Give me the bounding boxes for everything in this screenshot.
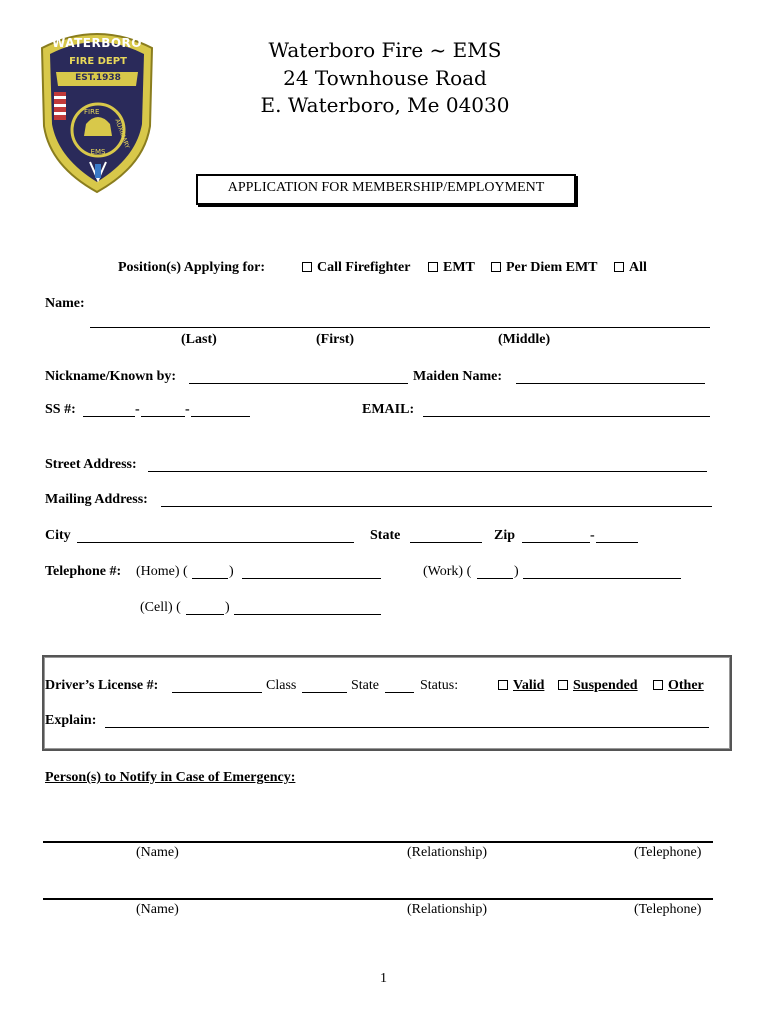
emergency-2-relationship-caption: (Relationship) [407, 902, 488, 917]
maiden-name-field[interactable] [516, 371, 705, 384]
page-number: 1 [380, 971, 387, 986]
name-first-caption: (First) [316, 332, 355, 347]
emergency-2-telephone-caption: (Telephone) [634, 902, 702, 917]
checkbox-icon[interactable] [498, 680, 508, 690]
position-option-call-firefighter[interactable]: Call Firefighter [302, 260, 410, 276]
mailing-address-field[interactable] [161, 494, 712, 507]
emergency-contact-1-line[interactable] [43, 841, 713, 843]
street-address-field[interactable] [148, 459, 707, 472]
name-field[interactable] [90, 327, 710, 328]
name-last-caption: (Last) [181, 332, 217, 347]
ss-field-part2[interactable] [141, 404, 185, 417]
logo-mid-text: FIRE DEPT [69, 56, 127, 67]
drivers-license-label: Driver’s License #: [45, 678, 159, 693]
emergency-1-telephone-caption: (Telephone) [634, 845, 702, 860]
checkbox-icon[interactable] [302, 262, 312, 272]
cell-area-code-field[interactable] [186, 602, 224, 615]
mailing-address-label: Mailing Address: [45, 492, 148, 507]
logo-left-text: FIRE [84, 108, 100, 116]
form-title-box [196, 174, 576, 205]
cell-phone-field[interactable] [234, 602, 381, 615]
status-option-valid[interactable]: Valid [498, 678, 544, 694]
form-title: APPLICATION FOR MEMBERSHIP/EMPLOYMENT [227, 180, 545, 195]
city-label: City [45, 528, 71, 543]
ss-dash-2: - [185, 402, 190, 417]
email-label: EMAIL: [362, 402, 415, 417]
header-line3: E. Waterboro, Me 04030 [260, 93, 510, 117]
emergency-heading: Person(s) to Notify in Case of Emergency: [45, 770, 296, 785]
status-option-other[interactable]: Other [653, 678, 704, 694]
zip-field-part2[interactable] [596, 530, 638, 543]
home-phone-field[interactable] [242, 566, 381, 579]
logo-est-text: EST.1938 [75, 73, 121, 83]
work-phone-caption: (Work) ( [423, 564, 472, 579]
ss-field-part1[interactable] [83, 404, 135, 417]
zip-dash: - [590, 528, 595, 543]
license-class-field[interactable] [302, 680, 347, 693]
checkbox-icon[interactable] [653, 680, 663, 690]
name-middle-caption: (Middle) [498, 332, 551, 347]
ss-field-part3[interactable] [191, 404, 250, 417]
header-line2: 24 Townhouse Road [283, 66, 487, 90]
logo-right-text: AUXILIARY [113, 118, 131, 150]
drivers-license-field[interactable] [172, 680, 262, 693]
license-state-label: State [351, 678, 379, 693]
logo-top-text: WATERBORO [52, 36, 142, 50]
explain-field[interactable] [105, 715, 709, 728]
city-field[interactable] [77, 530, 354, 543]
position-option-emt[interactable]: EMT [428, 260, 475, 276]
position-option-all[interactable]: All [614, 260, 647, 276]
work-phone-field[interactable] [523, 566, 681, 579]
cell-phone-caption: (Cell) ( [140, 600, 181, 615]
checkbox-icon[interactable] [491, 262, 501, 272]
license-status-label: Status: [420, 678, 459, 693]
logo-bottom-text: EMS [90, 148, 106, 156]
emergency-2-name-caption: (Name) [136, 902, 179, 917]
zip-label: Zip [494, 528, 516, 543]
ss-label: SS #: [45, 402, 76, 417]
checkbox-icon[interactable] [614, 262, 624, 272]
zip-field-part1[interactable] [522, 530, 590, 543]
name-label: Name: [45, 296, 85, 311]
positions-label: Position(s) Applying for: [118, 260, 266, 275]
street-address-label: Street Address: [45, 457, 137, 472]
home-phone-caption: (Home) ( [136, 564, 188, 579]
nickname-label: Nickname/Known by: [45, 369, 177, 384]
work-area-code-field[interactable] [477, 566, 513, 579]
work-close-paren: ) [514, 564, 519, 579]
cell-close-paren: ) [225, 600, 230, 615]
explain-label: Explain: [45, 713, 97, 728]
header-line1: Waterboro Fire ~ EMS [268, 38, 502, 62]
emergency-1-name-caption: (Name) [136, 845, 179, 860]
position-option-per-diem-emt[interactable]: Per Diem EMT [491, 260, 598, 276]
maiden-name-label: Maiden Name: [413, 369, 503, 384]
checkbox-icon[interactable] [558, 680, 568, 690]
emergency-1-relationship-caption: (Relationship) [407, 845, 488, 860]
nickname-field[interactable] [189, 371, 408, 384]
ss-dash-1: - [135, 402, 140, 417]
state-label: State [370, 528, 401, 543]
emergency-contact-2-line[interactable] [43, 898, 713, 900]
home-close-paren: ) [229, 564, 234, 579]
drivers-license-section [42, 655, 732, 751]
home-area-code-field[interactable] [192, 566, 228, 579]
status-option-suspended[interactable]: Suspended [558, 678, 638, 694]
license-class-label: Class [266, 678, 297, 693]
license-state-field[interactable] [385, 680, 414, 693]
fire-dept-logo [36, 28, 158, 194]
telephone-label: Telephone #: [45, 564, 122, 579]
state-field[interactable] [410, 530, 482, 543]
email-field[interactable] [423, 404, 710, 417]
checkbox-icon[interactable] [428, 262, 438, 272]
